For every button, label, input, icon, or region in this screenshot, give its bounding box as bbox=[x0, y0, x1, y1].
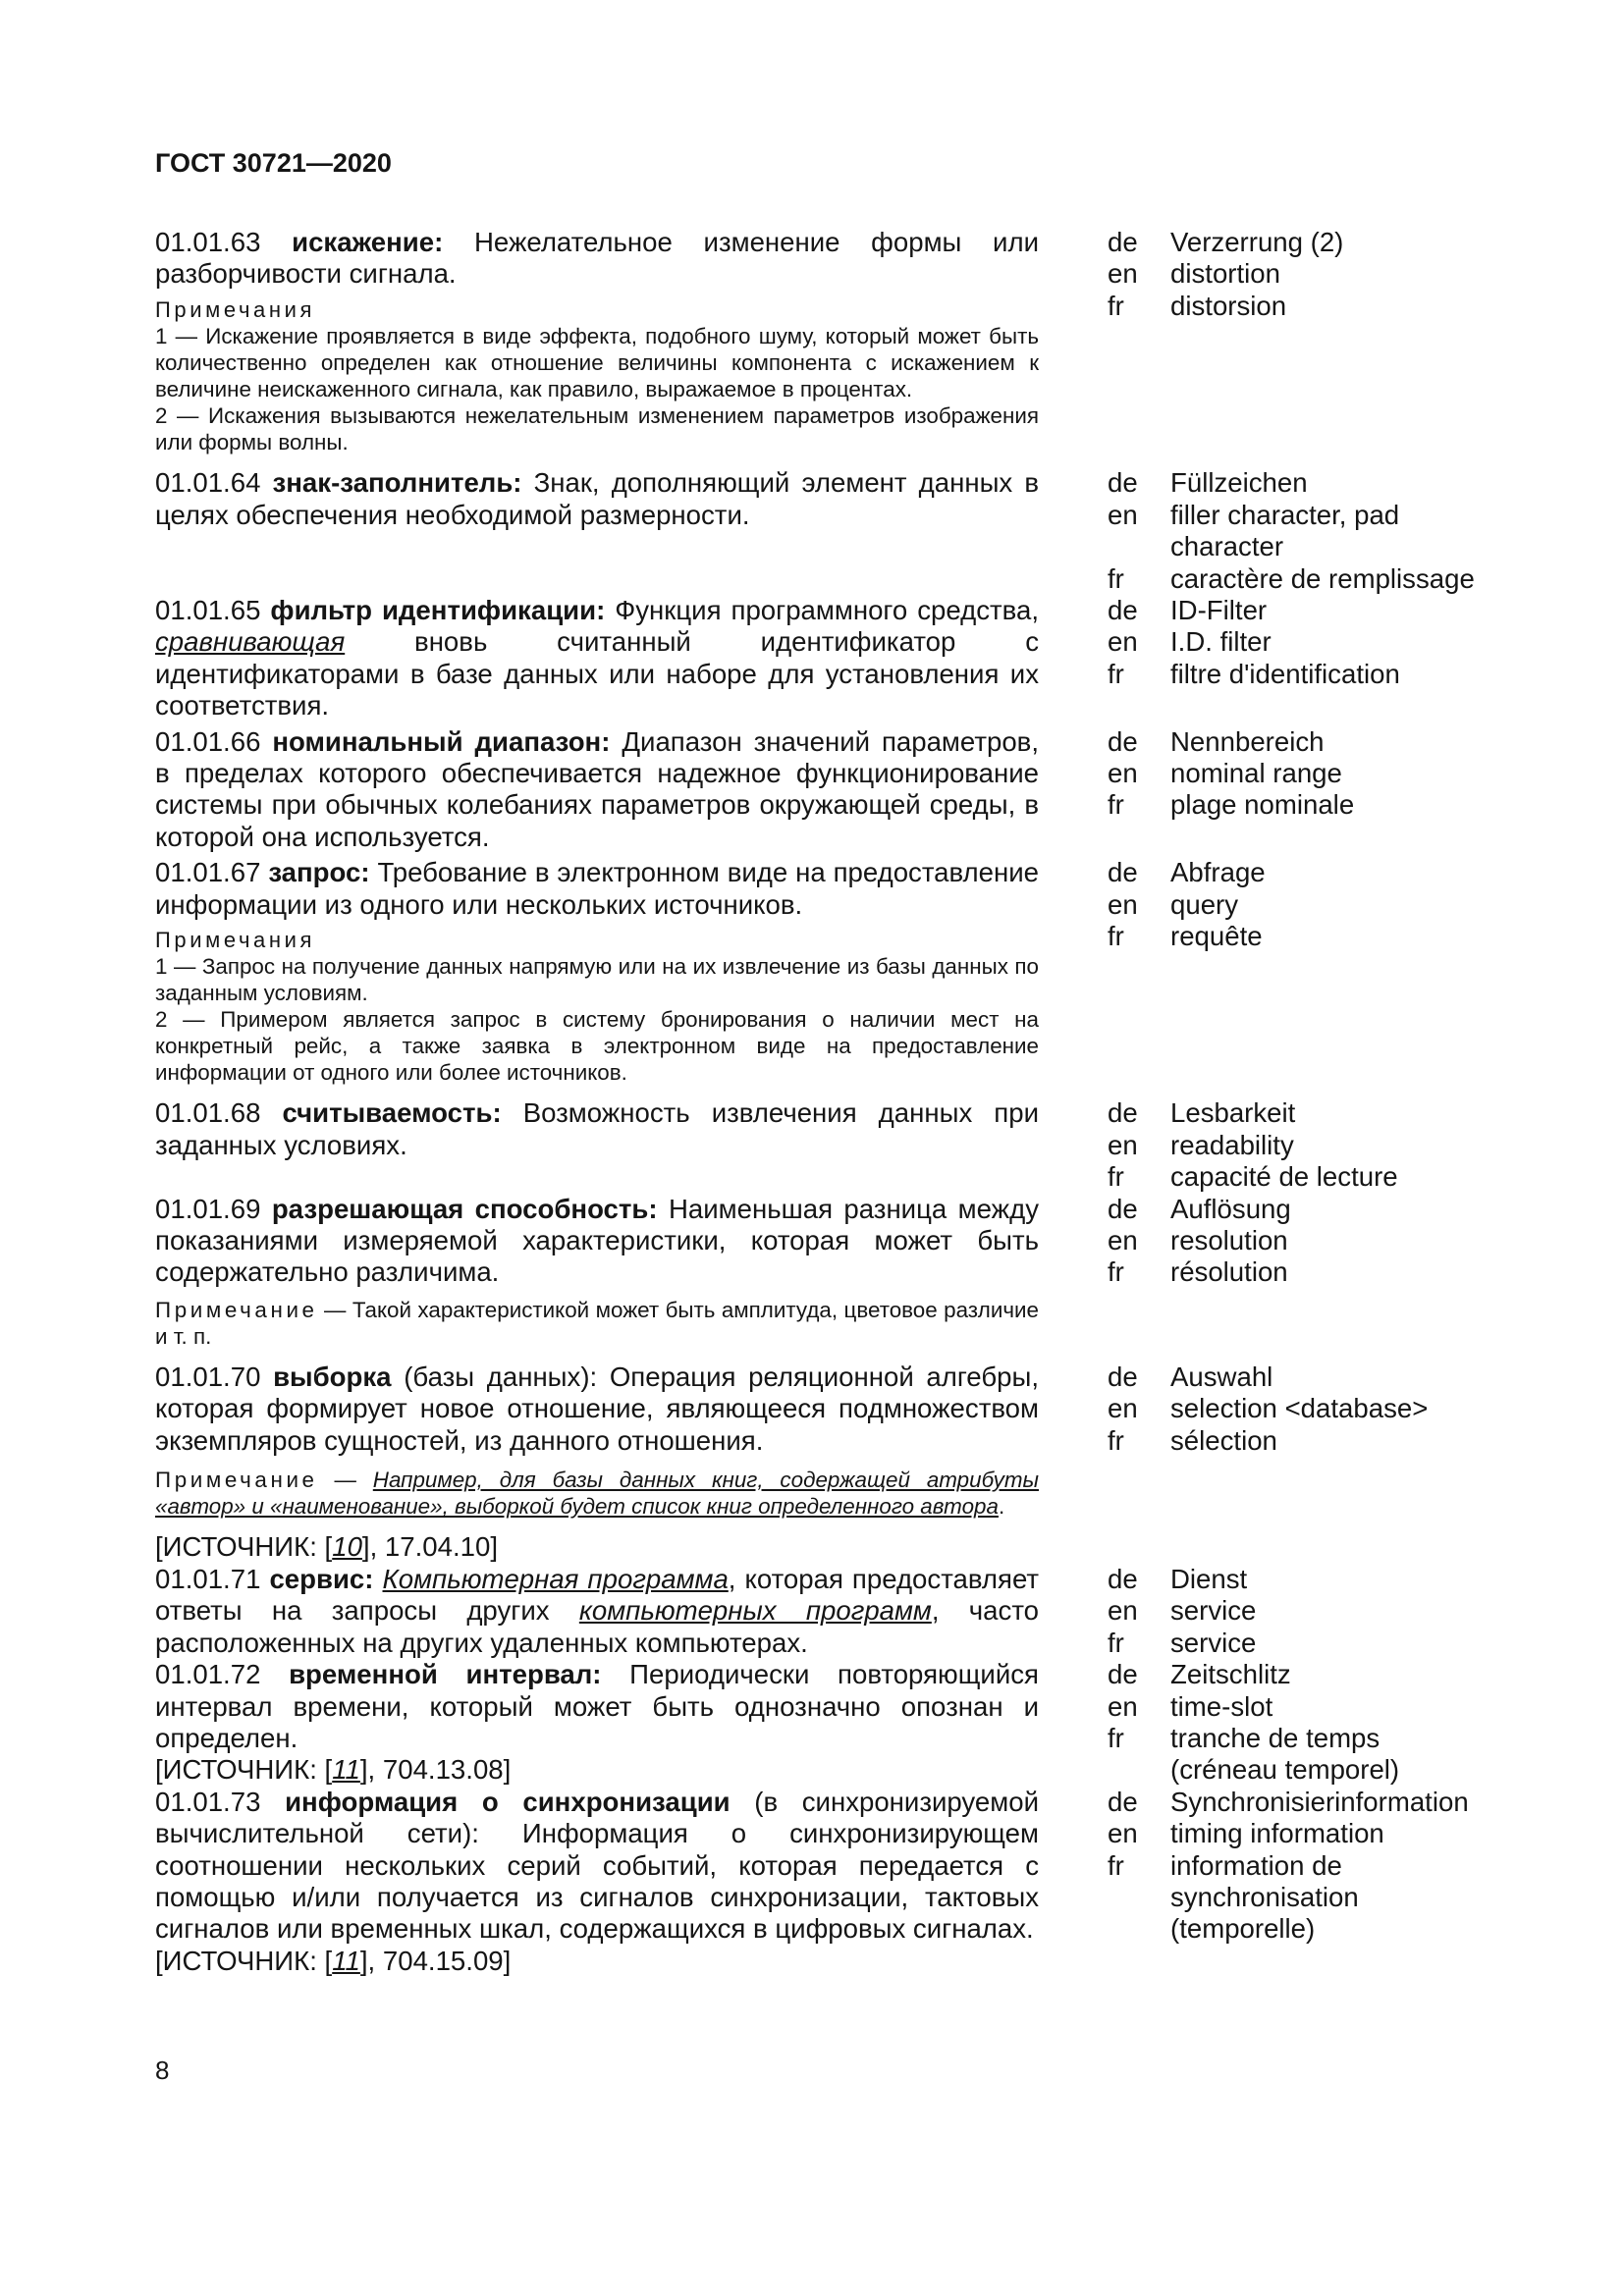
term-entry-01-01-67 bbox=[155, 857, 1490, 1086]
translation-en bbox=[1108, 500, 1490, 563]
translations bbox=[1108, 1787, 1490, 1977]
term-name: номинальный диапазон: bbox=[272, 725, 611, 757]
source-prefix: [ИСТОЧНИК: [ bbox=[155, 1754, 333, 1786]
term-entry-01-01-63 bbox=[155, 227, 1490, 455]
lang-code: en bbox=[1108, 888, 1138, 920]
lang-code: en bbox=[1108, 757, 1138, 788]
term-body bbox=[155, 1564, 1039, 1659]
term-entry-01-01-71 bbox=[155, 1564, 1490, 1659]
source-prefix: [ИСТОЧНИК: [ bbox=[155, 1945, 333, 1976]
lang-code: fr bbox=[1108, 290, 1124, 321]
translation-term: I.D. filter bbox=[1170, 626, 1272, 658]
term-definition bbox=[155, 467, 1039, 531]
note-2: 2 — Примером является запрос в систему бронирования о наличии мест на конкретный рейс, а также заявка в электронном виде на предоставление информации от одного или более источников. bbox=[155, 1007, 1039, 1086]
term-name: информация о синхронизации bbox=[285, 1786, 731, 1817]
lang-code: en bbox=[1108, 1818, 1138, 1849]
term-number: 01.01.68 bbox=[155, 1097, 261, 1129]
term-entry-01-01-70 bbox=[155, 1362, 1490, 1564]
source-tail: ], 704.15.09] bbox=[359, 1945, 512, 1976]
source-tail: ], 17.04.10] bbox=[361, 1531, 498, 1563]
term-body bbox=[155, 1362, 1039, 1564]
term-number: 01.01.65 bbox=[155, 594, 261, 625]
lang-code: fr bbox=[1108, 1256, 1124, 1288]
translation-term: Nennbereich bbox=[1170, 725, 1325, 757]
translations bbox=[1108, 1194, 1490, 1350]
note-1: 1 — Запрос на получение данных напрямую или на их извлечение из базы данных по заданным условиям. bbox=[155, 953, 1039, 1006]
translation-de bbox=[1108, 1787, 1490, 1818]
lang-code: de bbox=[1108, 1563, 1138, 1594]
term-number: 01.01.64 bbox=[155, 467, 261, 499]
lang-code: fr bbox=[1108, 1627, 1124, 1658]
translation-term: readability bbox=[1170, 1129, 1294, 1160]
translation-fr bbox=[1108, 291, 1490, 322]
term-definition bbox=[155, 1097, 1039, 1161]
term-number: 01.01.70 bbox=[155, 1362, 261, 1393]
translation-de bbox=[1108, 1564, 1490, 1595]
lang-code: en bbox=[1108, 1225, 1138, 1256]
translation-term: nominal range bbox=[1170, 757, 1342, 788]
translation-term: résolution bbox=[1170, 1256, 1288, 1288]
definition-space bbox=[373, 1564, 382, 1594]
translation-de bbox=[1108, 1659, 1490, 1690]
note-example-link[interactable]: Например, для базы данных книг, содержащей атрибуты «автор» и «наименование», выборкой будет список книг определенного автора bbox=[155, 1468, 1039, 1520]
lang-code: de bbox=[1108, 1193, 1138, 1224]
translation-en bbox=[1108, 758, 1490, 789]
term-entry-01-01-69 bbox=[155, 1194, 1490, 1350]
translations bbox=[1108, 857, 1490, 1086]
term-name: искажение: bbox=[292, 227, 444, 257]
translation-term: Lesbarkeit bbox=[1170, 1097, 1296, 1129]
term-entry-01-01-68 bbox=[155, 1097, 1490, 1193]
translation-de bbox=[1108, 857, 1490, 888]
lang-code: fr bbox=[1108, 789, 1124, 821]
term-definition bbox=[155, 1362, 1039, 1457]
translation-term: filtre d'identification bbox=[1170, 658, 1400, 689]
translation-term: Füllzeichen bbox=[1170, 467, 1308, 499]
source-tail: ], 704.13.08] bbox=[359, 1754, 512, 1786]
translation-en bbox=[1108, 258, 1490, 290]
term-reference-link[interactable]: сравнивающая bbox=[155, 626, 346, 658]
lang-code: fr bbox=[1108, 1161, 1124, 1193]
page-header bbox=[155, 147, 392, 179]
term-reference-link[interactable]: компьютерных программ bbox=[578, 1595, 932, 1627]
definition-text: Функция программного средства, bbox=[605, 594, 1040, 625]
translation-term: caractère de remplissage bbox=[1170, 562, 1475, 594]
term-definition bbox=[155, 227, 1039, 291]
note bbox=[155, 1297, 1039, 1350]
term-body bbox=[155, 726, 1039, 854]
standard-designation: ГОСТ 30721—2020 bbox=[155, 148, 392, 178]
translation-term: tranche de temps (créneau temporel) bbox=[1170, 1722, 1400, 1786]
translation-term: requête bbox=[1170, 920, 1263, 951]
source-reference bbox=[155, 1754, 1039, 1786]
term-definition bbox=[155, 726, 1039, 854]
translation-de bbox=[1108, 1097, 1490, 1129]
translation-term: time-slot bbox=[1170, 1690, 1273, 1722]
lang-code: de bbox=[1108, 725, 1138, 757]
term-body bbox=[155, 227, 1039, 455]
definition-text: Возможность извлечения данных при заданных условиях. bbox=[155, 1097, 1039, 1160]
definition-text: Наименьшая разница между показаниями измеряемой характеристики, которая может быть содержательно различима. bbox=[155, 1193, 1039, 1288]
translation-term: Dienst bbox=[1170, 1563, 1248, 1594]
note-title: Примечание bbox=[155, 1468, 318, 1493]
translation-term: selection <database> bbox=[1170, 1393, 1429, 1424]
translation-en bbox=[1108, 1225, 1490, 1256]
definition-text: , которая предоставляет ответы на запросы других bbox=[155, 1563, 1040, 1627]
page-number: 8 bbox=[155, 2056, 170, 2085]
lang-code: de bbox=[1108, 1097, 1138, 1129]
term-name: разрешающая способность: bbox=[271, 1193, 658, 1224]
term-qualifier: (в синхронизируемой вычислительной сети): bbox=[155, 1786, 1039, 1849]
translation-term: Synchronisierinformation bbox=[1170, 1786, 1469, 1817]
translation-term: service bbox=[1170, 1595, 1257, 1627]
lang-code: fr bbox=[1108, 920, 1124, 951]
definition-text: Операция реляционной алгебры, которая формирует новое отношение, являющееся подмножеством экземпляров сущностей, из данного отношения. bbox=[155, 1362, 1039, 1456]
term-entry-01-01-72 bbox=[155, 1659, 1490, 1787]
translation-term: query bbox=[1170, 888, 1239, 920]
lang-code: fr bbox=[1108, 562, 1124, 594]
term-reference-link[interactable]: Компьютерная программа bbox=[382, 1563, 729, 1594]
translation-de bbox=[1108, 467, 1490, 499]
translation-fr bbox=[1108, 1256, 1490, 1288]
notes-title: Примечания bbox=[155, 296, 316, 322]
translation-term: service bbox=[1170, 1627, 1257, 1658]
translation-en bbox=[1108, 889, 1490, 921]
term-entry-01-01-65 bbox=[155, 595, 1490, 722]
term-name: временной интервал: bbox=[289, 1659, 602, 1690]
term-entry-01-01-73 bbox=[155, 1787, 1490, 1977]
translation-term: filler character, pad character bbox=[1170, 499, 1400, 562]
lang-code: en bbox=[1108, 1690, 1138, 1722]
translation-de bbox=[1108, 227, 1490, 258]
translation-en bbox=[1108, 1691, 1490, 1723]
term-number: 01.01.73 bbox=[155, 1786, 261, 1817]
translations bbox=[1108, 1564, 1490, 1659]
bibliography-link[interactable]: 11 bbox=[332, 1945, 360, 1976]
term-number: 01.01.66 bbox=[155, 725, 261, 757]
term-number: 01.01.63 bbox=[155, 227, 261, 257]
translations bbox=[1108, 1097, 1490, 1193]
translation-en bbox=[1108, 1130, 1490, 1161]
translation-fr bbox=[1108, 1850, 1490, 1946]
definition-text: Диапазон значений параметров, в пределах которого обеспечивается надежное функционирование системы при обычных колебаниях параметров окружающей среды, в которой она используется. bbox=[155, 725, 1039, 852]
lang-code: fr bbox=[1108, 1424, 1124, 1456]
translation-en bbox=[1108, 626, 1490, 658]
lang-code: de bbox=[1108, 1659, 1138, 1690]
definition-text: Нежелательное изменение формы или разборчивости сигнала. bbox=[155, 227, 1039, 290]
definition-text: Требование в электронном виде на предоставление информации из одного или нескольких источников. bbox=[155, 857, 1039, 920]
translation-de bbox=[1108, 1194, 1490, 1225]
term-body bbox=[155, 1097, 1039, 1193]
lang-code: fr bbox=[1108, 1722, 1124, 1753]
lang-code: en bbox=[1108, 1129, 1138, 1160]
source-reference bbox=[155, 1531, 1039, 1563]
lang-code: de bbox=[1108, 227, 1138, 257]
terms-list bbox=[155, 227, 1490, 1977]
term-name: фильтр идентификации: bbox=[270, 594, 606, 625]
translation-fr bbox=[1108, 789, 1490, 821]
lang-code: fr bbox=[1108, 1849, 1124, 1881]
translation-de bbox=[1108, 595, 1490, 626]
term-name: запрос: bbox=[268, 857, 370, 888]
translation-fr bbox=[1108, 921, 1490, 952]
translation-term: timing information bbox=[1170, 1818, 1384, 1849]
term-qualifier: (базы данных): bbox=[391, 1362, 598, 1393]
term-body bbox=[155, 1787, 1039, 1977]
translation-en bbox=[1108, 1595, 1490, 1627]
term-number: 01.01.67 bbox=[155, 857, 261, 888]
translation-term: plage nominale bbox=[1170, 789, 1355, 821]
definition-text: Знак, дополняющий элемент данных в целях обеспечения необходимой размерности. bbox=[155, 467, 1039, 530]
translation-term: distorsion bbox=[1170, 290, 1287, 321]
note-dash: — bbox=[317, 1468, 373, 1493]
term-name: знак-заполнитель: bbox=[272, 467, 522, 499]
term-number: 01.01.69 bbox=[155, 1193, 261, 1224]
lang-code: de bbox=[1108, 1362, 1138, 1393]
term-number: 01.01.71 bbox=[155, 1563, 261, 1594]
translation-en bbox=[1108, 1818, 1490, 1849]
translation-term: Auswahl bbox=[1170, 1362, 1273, 1393]
term-definition bbox=[155, 595, 1039, 722]
definition-text: , часто расположенных на других удаленных компьютерах. bbox=[155, 1595, 1039, 1658]
lang-code: fr bbox=[1108, 658, 1124, 689]
lang-code: de bbox=[1108, 857, 1138, 888]
term-body bbox=[155, 595, 1039, 722]
note-title: Примечание bbox=[155, 1297, 318, 1322]
term-body bbox=[155, 1659, 1039, 1787]
translation-fr bbox=[1108, 1161, 1490, 1193]
translations bbox=[1108, 595, 1490, 722]
note-2: 2 — Искажения вызываются нежелательным изменением параметров изображения или формы волны. bbox=[155, 403, 1039, 455]
lang-code: en bbox=[1108, 499, 1138, 530]
term-body bbox=[155, 467, 1039, 595]
lang-code: de bbox=[1108, 467, 1138, 499]
term-definition bbox=[155, 1659, 1039, 1754]
translation-term: ID-Filter bbox=[1170, 594, 1268, 625]
term-name: выборка bbox=[273, 1362, 392, 1393]
definition-text: Информация о синхронизирующем соотношении нескольких серий событий, которая передается с помощью и/или получается из сигналов синхронизации, тактовых сигналов или временных шкал, содержащихся в цифровых сигналах. bbox=[155, 1818, 1039, 1945]
term-entry-01-01-66 bbox=[155, 726, 1490, 854]
translation-de bbox=[1108, 726, 1490, 758]
translation-fr bbox=[1108, 563, 1490, 595]
translations bbox=[1108, 726, 1490, 854]
lang-code: en bbox=[1108, 1393, 1138, 1424]
translations bbox=[1108, 467, 1490, 595]
term-definition bbox=[155, 1564, 1039, 1659]
term-number: 01.01.72 bbox=[155, 1659, 261, 1690]
definition-text: Периодически повторяющийся интервал времени, который может быть однозначно опознан и определен. bbox=[155, 1659, 1039, 1753]
note-end: . bbox=[998, 1494, 1005, 1520]
translation-term: information de synchronisation (temporelle) bbox=[1170, 1849, 1359, 1945]
translation-term: resolution bbox=[1170, 1225, 1288, 1256]
translation-term: Zeitschlitz bbox=[1170, 1659, 1291, 1690]
lang-code: en bbox=[1108, 626, 1138, 658]
note-1: 1 — Искажение проявляется в виде эффекта, подобного шуму, который может быть количественно определен как отношение величины компонента с искажением к величине неискаженного сигнала, как правило, выражаемое в процентах. bbox=[155, 323, 1039, 401]
term-entry-01-01-64 bbox=[155, 467, 1490, 595]
source-reference bbox=[155, 1946, 1039, 1977]
lang-code: de bbox=[1108, 1786, 1138, 1817]
translation-fr bbox=[1108, 659, 1490, 690]
translation-term: Auflösung bbox=[1170, 1193, 1291, 1224]
translation-term: distortion bbox=[1170, 258, 1280, 290]
translation-term: Abfrage bbox=[1170, 857, 1266, 888]
term-definition bbox=[155, 1787, 1039, 1946]
translations bbox=[1108, 1659, 1490, 1787]
term-name: сервис: bbox=[269, 1563, 374, 1594]
translations bbox=[1108, 227, 1490, 455]
translation-en bbox=[1108, 1393, 1490, 1424]
bibliography-link[interactable]: 10 bbox=[332, 1531, 362, 1563]
translation-de bbox=[1108, 1362, 1490, 1393]
translation-term: sélection bbox=[1170, 1424, 1277, 1456]
source-prefix: [ИСТОЧНИК: [ bbox=[155, 1531, 333, 1563]
term-body bbox=[155, 857, 1039, 1086]
translations bbox=[1108, 1362, 1490, 1564]
translation-fr bbox=[1108, 1425, 1490, 1457]
bibliography-link[interactable]: 11 bbox=[332, 1754, 360, 1786]
term-definition bbox=[155, 857, 1039, 921]
term-definition bbox=[155, 1194, 1039, 1289]
lang-code: en bbox=[1108, 258, 1138, 290]
notes-title: Примечания bbox=[155, 927, 316, 952]
term-body bbox=[155, 1194, 1039, 1350]
note-text: — Такой характеристикой может быть амплитуда, цветовое различие и т. п. bbox=[155, 1297, 1039, 1349]
translation-fr bbox=[1108, 1723, 1490, 1787]
translation-fr bbox=[1108, 1628, 1490, 1659]
term-name: считываемость: bbox=[282, 1097, 502, 1129]
note bbox=[155, 1467, 1039, 1520]
lang-code: en bbox=[1108, 1595, 1138, 1627]
translation-term: capacité de lecture bbox=[1170, 1161, 1398, 1193]
translation-term: Verzerrung (2) bbox=[1170, 227, 1344, 257]
definition-text: вновь считанный идентификатор с идентификаторами в базе данных или наборе для установления их соответствия. bbox=[155, 626, 1039, 721]
lang-code: de bbox=[1108, 594, 1138, 625]
